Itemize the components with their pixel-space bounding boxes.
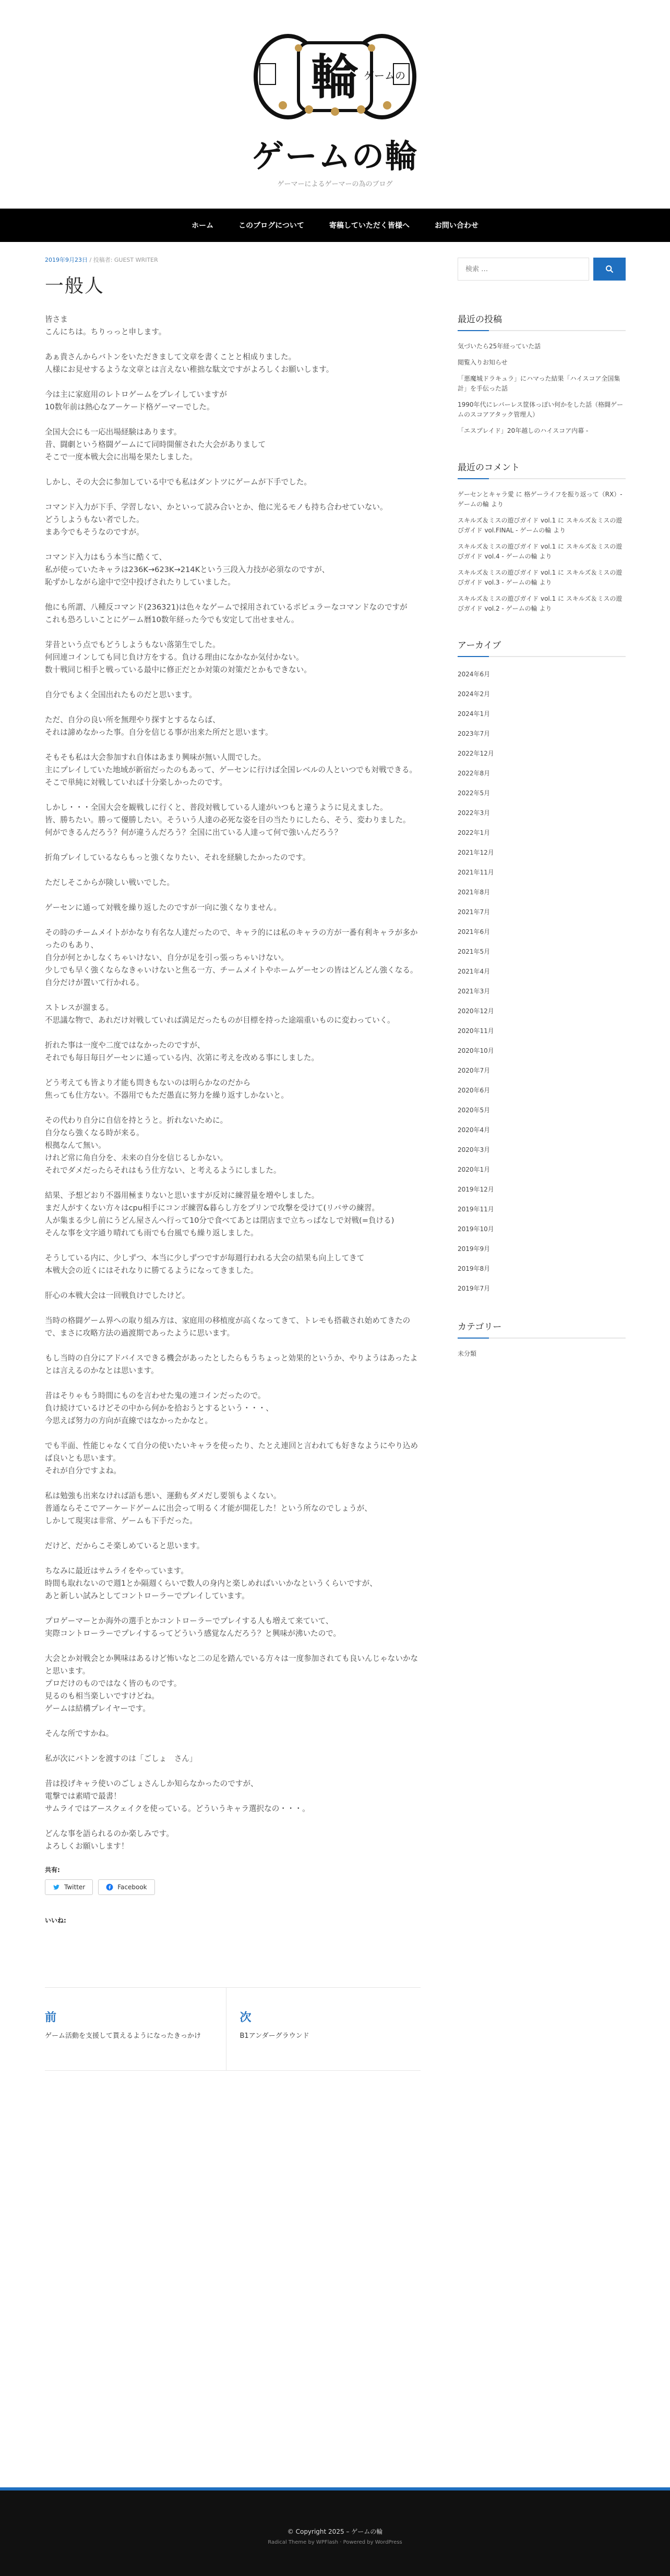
- post-paragraph: しかし、その大会に参加している中でも私はダントツにゲームが下手でした。: [45, 478, 312, 487]
- archive-item: [458, 1180, 626, 1199]
- archive-item: [458, 843, 626, 862]
- recent-posts-title: 最近の投稿: [458, 312, 626, 331]
- post-paragraph: 肝心の本戦大会は一回戦負けでしたけど。: [45, 1291, 190, 1300]
- post-paragraph: でも半面、性能じゃなくて自分の使いたいキャラを使ったり、たとえ連回と言われても好きなようにやり込めば良いとも思います。 それが自分ですよね。: [45, 1441, 418, 1475]
- recent-post-item-link[interactable]: 閲覧入りお知らせ: [458, 359, 508, 366]
- archive-item-link[interactable]: 2019年11月: [458, 1206, 494, 1213]
- recent-posts-widget: [458, 312, 626, 439]
- sidebar: [458, 258, 626, 1383]
- archive-item: [458, 1061, 626, 1080]
- recent-comments-widget: [458, 460, 626, 617]
- post-paragraph: そんな所ですかね。: [45, 1729, 114, 1738]
- post-paragraph: その時のチームメイトがかなり有名な人達だったので、キャラ的には私のキャラの方が一番有利キャラが多かったのもあり、 自分が何とかしなくちゃいけない、自分が足を引っ張っちゃいけない。 少しでも早く強くならなきゃいけないと焦る一方、チームメイトやホームゲーセンの皆はどんどん強くなる。 自分だけが置いて行かれる。: [45, 928, 418, 987]
- share-buttons: [45, 1879, 421, 1895]
- archive-item-link[interactable]: 2021年4月: [458, 968, 490, 975]
- archive-item: [458, 1001, 626, 1021]
- post-navigation: [45, 1987, 421, 2071]
- category-item-link[interactable]: 未分類: [458, 1350, 477, 1357]
- recent-post-item: [458, 371, 626, 397]
- post-paragraph: ただしそこからが険しい戦いでした。: [45, 878, 175, 887]
- like-heading: いいね:: [45, 1917, 66, 1924]
- twitter-icon: [53, 1884, 60, 1891]
- facebook-icon: [106, 1884, 113, 1891]
- share-heading: 共有:: [45, 1866, 60, 1874]
- archive-item: [458, 684, 626, 704]
- archive-item: [458, 724, 626, 744]
- main-navigation: [0, 209, 670, 242]
- archive-item: [458, 1140, 626, 1160]
- archive-item: [458, 823, 626, 843]
- archive-item-link[interactable]: 2020年11月: [458, 1027, 494, 1035]
- main-content: [45, 256, 421, 2071]
- post-paragraph: ストレスが溜まる。 不思議な物で、あれだけ対戦していれば満足だったものが目標を持った途端重いものに変わっていく。: [45, 1003, 395, 1025]
- search-input[interactable]: [458, 258, 589, 281]
- site-logo[interactable]: [252, 27, 418, 126]
- post-paragraph: 他にも所謂、八種反コマンド(236321)は色々なゲームで採用されているポピュラーなコマンドなのですが これも恐ろしいことにゲーム暦10数年経った今でも安定して出せません。: [45, 603, 408, 624]
- archive-item-link[interactable]: 2022年8月: [458, 770, 490, 777]
- archive-item-link[interactable]: 2019年8月: [458, 1265, 490, 1272]
- next-post-label: 次: [240, 2011, 252, 2024]
- author-prefix: / 投稿者:: [88, 257, 114, 263]
- post-paragraph: 私は勉強も出来なければ語も悪い、運動もダメだし要領もよくない。 普通ならそこでアーケードゲームに出会って明るく才能が開花した！という所なのでしょうが、 しかして現実は非常、ゲームも下手だった。: [45, 1491, 372, 1525]
- recent-post-item: [458, 338, 626, 355]
- archive-item-link[interactable]: 2021年3月: [458, 988, 490, 995]
- site-description: ゲーマーによるゲーマーの為のブログ: [277, 180, 393, 188]
- post-paragraph: 当時の格闘ゲーム界への取り組み方は、家庭用の移植度が高くなってきて、トレモも搭載され始めてきたので、まさに攻略方法の過渡期であったように思います。: [45, 1316, 411, 1338]
- archive-item: [458, 882, 626, 902]
- footer-credit[interactable]: Radical Theme by WPFlash · Powered by WordPress: [268, 2539, 402, 2545]
- archive-item: [458, 1239, 626, 1259]
- archive-item: [458, 962, 626, 981]
- nav-home[interactable]: ホーム: [192, 222, 214, 230]
- archive-item: [458, 981, 626, 1001]
- archive-item-link[interactable]: 2020年4月: [458, 1126, 490, 1134]
- recent-post-item: [458, 423, 626, 439]
- recent-comments-title: 最近のコメント: [458, 460, 626, 479]
- search-icon: [605, 265, 614, 273]
- next-post[interactable]: [226, 1988, 421, 2070]
- category-item: [458, 1346, 626, 1362]
- archive-item: [458, 744, 626, 763]
- site-title[interactable]: ゲームの輪: [251, 137, 418, 175]
- post-paragraph: コマンド入力はもう本当に酷くて、 私が使っていたキャラは236K→623K→214Kという三段入力技が必須なのですが、 恥ずかしながら途中で空中投げされたりしていました。: [45, 553, 330, 587]
- archive-item-link[interactable]: 2019年12月: [458, 1186, 494, 1193]
- post-paragraph: 皆さま こんにちは。ちりっっと申します。: [45, 315, 166, 336]
- archives-title: アーカイブ: [458, 638, 626, 657]
- post-paragraph: しかし・・・全国大会を観戦しに行くと、普段対戦している人達がいつもと違うように見えました。 皆、勝ちたい。勝って優勝したい。そういう人達の必死な姿を目の当たりにしたら、そう、変わりました。 何ができるんだろう？何が違うんだろう？全国に出ている人達って何で強いんだろう？: [45, 803, 411, 837]
- prev-post[interactable]: [45, 1988, 226, 2070]
- archive-item: [458, 1021, 626, 1041]
- archive-item: [458, 862, 626, 882]
- archive-item: [458, 922, 626, 942]
- post-paragraph: 私が次にバトンを渡すのは「ごしょ さん」: [45, 1754, 197, 1763]
- archive-item: [458, 1279, 626, 1298]
- archive-item-link[interactable]: 2019年10月: [458, 1225, 494, 1233]
- logo-sub-text: ゲームの: [364, 69, 405, 82]
- archive-item-link[interactable]: 2020年5月: [458, 1107, 490, 1114]
- recent-comment-item-link[interactable]: スキルズ＆ミスの遊びガイド vol.1 に スキルズ＆ミスの遊びガイド vol.FINAL - ゲームの輪 より: [458, 517, 623, 534]
- archive-item: [458, 942, 626, 962]
- archive-item: [458, 1259, 626, 1279]
- site-header: [0, 0, 670, 209]
- post-paragraph: 大会とか対戦会とか興味はあるけど怖いなと二の足を踏んでいる方々は一度参加されても良いんじゃないかなと思います。 プロだけのものではなく皆のものです。 見るのも相当楽しいですけどね。 ゲームは結構プレイヤーです。: [45, 1654, 418, 1713]
- categories-list: [458, 1346, 626, 1362]
- archive-item-link[interactable]: 2021年8月: [458, 889, 490, 896]
- archive-item: [458, 783, 626, 803]
- post-author[interactable]: GUEST WRITER: [114, 257, 158, 263]
- archive-item: [458, 763, 626, 783]
- archive-item-link[interactable]: 2021年11月: [458, 869, 494, 876]
- recent-post-item-link[interactable]: 1990年代にレバーレス筐体っぽい何かをした話（格闘ゲームのスコアアタック管理人）: [458, 401, 624, 418]
- archive-item-link[interactable]: 2022年5月: [458, 789, 490, 797]
- post-paragraph: 芽昔という点でもどうしようもない落第生でした。 何回連コインしても同じ負け方をする。負ける理由になかなか気付かない。 数十戦同じ相手と戦っている最中に修正だとか対策の対策だとかもできない。: [45, 640, 312, 674]
- archive-item-link[interactable]: 2020年1月: [458, 1166, 490, 1173]
- recent-comment-item: [458, 591, 626, 617]
- archive-item: [458, 1219, 626, 1239]
- recent-comments-list: [458, 487, 626, 617]
- post-paragraph: ゲーセンに通って対戦を繰り返したのですが一向に強くなりません。: [45, 903, 281, 912]
- archive-item: [458, 664, 626, 684]
- recent-comment-item-link[interactable]: ゲーセンとキャラ愛 に 格ゲーライフを振り返って（RX）- ゲームの輪 より: [458, 491, 623, 508]
- recent-comment-item: [458, 487, 626, 513]
- post-paragraph: 昔はそりゃもう時間にものを言わせた鬼の連コインだったので。 負け続けているけどその中から何かを拾おうとするという・・・、 今思えば努力の方向が直線ではなかったかなと。: [45, 1391, 273, 1425]
- prev-post-label: 前: [45, 2011, 57, 2024]
- archive-item-link[interactable]: 2020年12月: [458, 1007, 494, 1015]
- entry-meta: [45, 256, 421, 264]
- archive-item: [458, 1160, 626, 1180]
- recent-comment-item-link[interactable]: スキルズ＆ミスの遊びガイド vol.1 に スキルズ＆ミスの遊びガイド vol.2 - ゲームの輪 より: [458, 595, 623, 612]
- post-paragraph: 折角プレイしているならもっと強くなりたい、それを経験したかったのです。: [45, 853, 310, 862]
- post-paragraph: あぁ貴さんからバトンをいただきまして文章を書くことと相成りました。 人様にお見せするような文章とは言えない稚拙な駄文ですがよろしくお願いします。: [45, 353, 334, 374]
- recent-post-item-link[interactable]: 「悪魔城ドラキュラ」にハマった結果「ハイスコア全国集計」を手伝った話: [458, 375, 620, 392]
- post-paragraph: 結果、予想どおり不器用極まりないと思いますが反対に練習量を増やしました。 まだ人がすくない方々はcpu相手にコンボ練習&暮らし方をプリンで攻撃を受けて(リバサの練習。 人が集まる少し前にうどん屋さんへ行って10分で食べてあとは閉店まで立ちっぱなしで対戦(=負ける) そんな事を文字通り晴れても雨でも台風でも繰り返しました。: [45, 1191, 394, 1237]
- post-paragraph: プロゲーマーとか海外の選手とかコントローラーでプレイする人も増えて来ていて、 実際コントローラーでプレイするってどういう感覚なんだろう？と興味が沸いたので。: [45, 1617, 341, 1638]
- nav-contributors[interactable]: 寄稿していただく皆様へ: [329, 222, 410, 230]
- share-facebook-button[interactable]: [98, 1879, 154, 1895]
- archive-item-link[interactable]: 2022年12月: [458, 750, 494, 757]
- archive-item-link[interactable]: 2019年7月: [458, 1285, 490, 1292]
- recent-post-item-link[interactable]: 気づいたら25年経っていた話: [458, 343, 541, 350]
- site-footer: [0, 2490, 670, 2576]
- archive-item: [458, 1120, 626, 1140]
- recent-comment-item-link[interactable]: スキルズ＆ミスの遊びガイド vol.1 に スキルズ＆ミスの遊びガイド vol.4 - ゲームの輪 より: [458, 543, 623, 560]
- archive-item-link[interactable]: 2019年9月: [458, 1245, 490, 1253]
- archive-item-link[interactable]: 2021年12月: [458, 849, 494, 856]
- archive-item-link[interactable]: 2021年6月: [458, 928, 490, 935]
- nav-about[interactable]: このブログについて: [238, 222, 304, 230]
- archive-item: [458, 1100, 626, 1120]
- post-paragraph: 自分でもよく全国出れたものだと思います。: [45, 690, 197, 699]
- archive-item-link[interactable]: 2024年6月: [458, 671, 490, 678]
- archive-item-link[interactable]: 2024年2月: [458, 690, 490, 698]
- archive-item-link[interactable]: 2020年3月: [458, 1146, 490, 1153]
- search-button[interactable]: [593, 258, 626, 281]
- post-title: 一般人: [45, 275, 105, 297]
- post-paragraph: ただ、自分の良い所を無理やり探すとするならば、 それは諦めなかった事。自分を信じる事が出来た所だと思います。: [45, 715, 273, 737]
- recent-comment-item: [458, 513, 626, 539]
- recent-comment-item: [458, 539, 626, 565]
- recent-post-item-link[interactable]: 「エスプレイド」20年越しのハイスコア内幕 -: [458, 427, 589, 434]
- logo-main-char: 輪: [310, 49, 360, 105]
- archives-list: [458, 664, 626, 1298]
- archive-item: [458, 1199, 626, 1219]
- prev-post-link[interactable]: ゲーム活動を支援して貰えるようになったきっかけ: [45, 2032, 201, 2040]
- archive-item-link[interactable]: 2020年7月: [458, 1067, 490, 1074]
- recent-posts-list: [458, 338, 626, 439]
- archive-item: [458, 1041, 626, 1061]
- post-paragraph: そもそも私は大会参加すれ自体はあまり興味が無い人間でした。 主にプレイしていた地域が新宿だったのもあって、ゲーセンに行けば全国レベルの人といつでも対戦できる。 そこで単純に対戦していれば十分楽しかったのです。: [45, 753, 417, 787]
- archive-item-link[interactable]: 2024年1月: [458, 710, 490, 718]
- post-paragraph: ちなみに最近はサムライをやっています。 時間も取れないので週1とか隔週くらいで数人の身内と楽しめればいいかなというくらいですが、 あと新しい試みとしてコントローラーでプレイしています。: [45, 1566, 377, 1600]
- logo-graphic: [252, 27, 418, 126]
- archive-item: [458, 902, 626, 922]
- share-twitter-button[interactable]: [45, 1879, 93, 1895]
- archives-widget: [458, 638, 626, 1298]
- archive-item-link[interactable]: 2021年5月: [458, 948, 490, 955]
- post-paragraph: だけど、だからこそ楽しめていると思います。: [45, 1541, 205, 1550]
- footer-copyright: © Copyright 2025 – ゲームの輪: [287, 2528, 383, 2535]
- post-paragraph: どんな事を語られるのか楽しみです。 よろしくお願いします！: [45, 1829, 174, 1851]
- recent-post-item: [458, 355, 626, 371]
- post-date[interactable]: 2019年9月23日: [45, 257, 88, 263]
- post-body: [45, 313, 421, 1853]
- post-paragraph: 今は主に家庭用のレトロゲームをプレイしていますが 10数年前は熱心なアーケード格ゲーマーでした。: [45, 390, 227, 411]
- recent-comment-item-link[interactable]: スキルズ＆ミスの遊びガイド vol.1 に スキルズ＆ミスの遊びガイド vol.3 - ゲームの輪 より: [458, 569, 623, 586]
- archive-item: [458, 803, 626, 823]
- post-paragraph: その代わり自分に自信を持とうと。折れないために。 自分なら強くなる時が来る。 根拠なんて無い。 けれど常に角自分を、未来の自分を信じるしかない。 それでダメだったらそれはもう仕方ない、と考えるようにしました。: [45, 1116, 281, 1175]
- nav-contact[interactable]: お問い合わせ: [434, 222, 478, 230]
- share-facebook-label: Facebook: [117, 1884, 147, 1891]
- post-paragraph: そうしている内に、少しずつ、本当に少しずつですが毎週行われる大会の結果も向上してきて 本戦大会の近くにはそれなりに勝てるようになってきました。: [45, 1254, 365, 1275]
- categories-title: カテゴリー: [458, 1319, 626, 1339]
- archive-item-link[interactable]: 2023年7月: [458, 730, 490, 737]
- archive-item: [458, 1080, 626, 1100]
- search-form: [458, 258, 626, 281]
- post-paragraph: もし当時の自分にアドバイスできる機会があったとしたらもうちょっと効果的というか、やりようはあったよとは言えるのかなとは思います。: [45, 1354, 418, 1375]
- archive-item-link[interactable]: 2022年3月: [458, 809, 490, 817]
- archive-item-link[interactable]: 2020年6月: [458, 1087, 490, 1094]
- next-post-link[interactable]: B1アンダーグラウンド: [240, 2032, 309, 2040]
- archive-item-link[interactable]: 2022年1月: [458, 829, 490, 836]
- recent-post-item: [458, 397, 626, 423]
- post-paragraph: コマンド入力が下手、学習しない、かといって読み合いとか、他に光るモノも持ち合わせていない。 どうしようもない者でした。 まあ今でもそうなのですが。: [45, 503, 388, 537]
- archive-item-link[interactable]: 2021年7月: [458, 908, 490, 916]
- share-twitter-label: Twitter: [64, 1884, 86, 1891]
- categories-widget: [458, 1319, 626, 1362]
- post-paragraph: 昔は投げキャラ使いのごしょさんしか知らなかったのですが、 電撃では素晴で最書！ サムライではアースクェイクを使っている。どういうキャラ選択なの・・・。: [45, 1779, 310, 1813]
- post-paragraph: どう考えても皆より才能も問きもないのは明らかなのだから 焦っても仕方ない。不器用でもただ愚直に努力を繰り返すしかないと。: [45, 1078, 289, 1100]
- archive-item-link[interactable]: 2020年10月: [458, 1047, 494, 1054]
- post-paragraph: 折れた事は一度や二度ではなかったのですが、 それでも毎日毎日ゲーセンに通っている内、次第に考えを改める事にしました。: [45, 1041, 319, 1062]
- post-paragraph: 全国大会にも一応出場経験はあります。 昔、闘劇という格闘ゲームにて同時開催された大会がありまして そこで一度本戦大会に出場を果たしました。: [45, 428, 266, 461]
- archive-item: [458, 704, 626, 724]
- recent-comment-item: [458, 565, 626, 591]
